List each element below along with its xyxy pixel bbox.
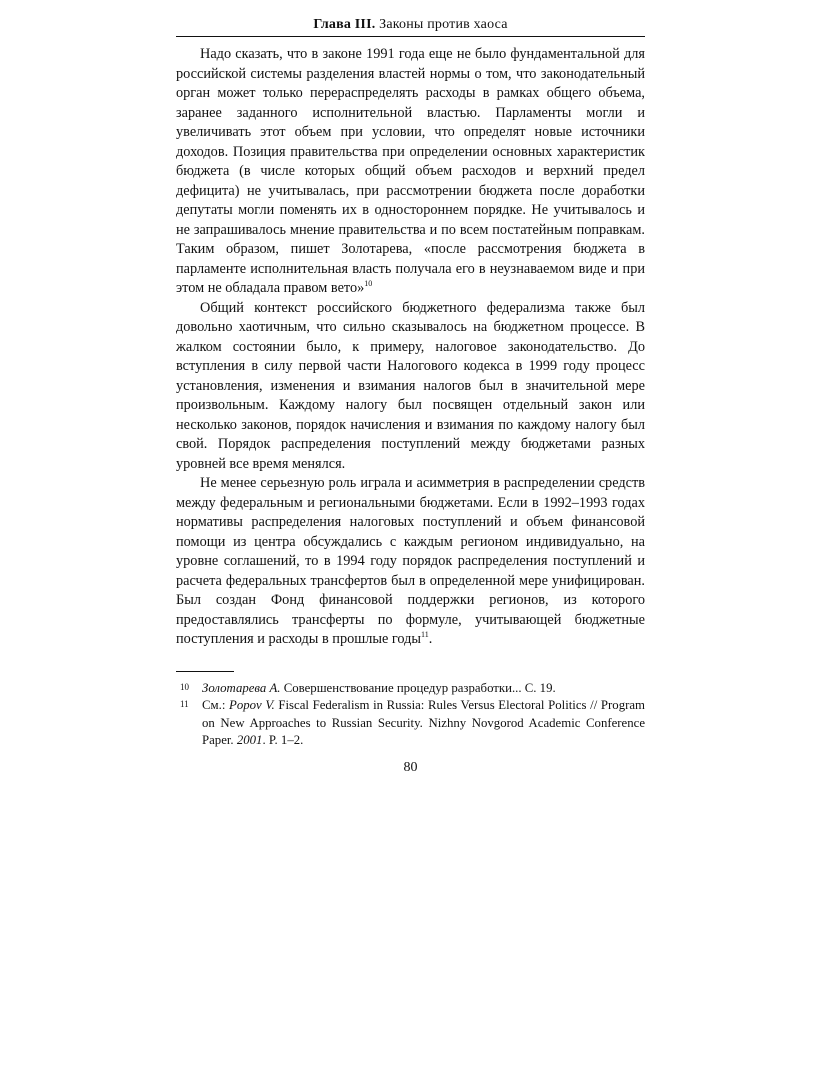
footnote-10 (176, 680, 645, 698)
footnote-ref-11[interactable]: 11 (421, 630, 429, 640)
chapter-number: Глава III. (313, 17, 376, 32)
footnotes (176, 680, 645, 750)
footnote-tail: . P. 1–2. (262, 733, 304, 747)
page-number: 80 (403, 759, 418, 775)
footnote-text: Совершенствование процедур разработки... С. 19. (280, 680, 556, 695)
paragraph-text: Общий контекст российского бюджетного федерализма также был довольно хаотичным, что сильно сказывалось на бюджетном процессе. В жалком состоянии было, к примеру, налоговое законодательство. До вступления в силу первой части Налогового кодекса в 1999 году процесс установления, изменения и взимания налогов был в значительной мере произвольным. Каждому налогу был посвящен отдельный закон или несколько законов, порядок начисления и взимания по каждому налогу был свой. Порядок распределения поступлений между бюджетами разных уровней все время менялся. (176, 299, 645, 472)
book-page (176, 16, 645, 776)
paragraph-text: Надо сказать, что в законе 1991 года еще не было фундаментальной для российской системы разделения властей нормы о том, что законодательный орган может только перераспределять расходы в рамках общего объема, заранее заданного исполнительной властью. Парламенты могли и увеличивать этот объем при условии, что определят новые источники доходов. Позиция правительства при определении основных характеристик бюджета (в числе которых общий объем расходов и верхний предел дефицита) не учитывалась, при рассмотрении бюджета после доработки депутаты могли поменять их в одностороннем порядке. Не учитывалось и не запрашивалось мнение правительства и по всем постатейным поправкам. Таким образом, пишет Золотарева, «после рассмотрения бюджета в парламенте исполнительная власть получала его в неузнаваемом виде и при этом не обладала правом вето» (176, 46, 645, 296)
footnote-year: 2001 (236, 733, 263, 747)
paragraph-end: . (428, 631, 433, 647)
footnote-author: Золотарева А. (202, 680, 281, 695)
footnote-11 (176, 697, 645, 750)
running-header (176, 16, 645, 37)
footnote-ref-10[interactable]: 10 (364, 279, 373, 289)
paragraph-2 (176, 299, 645, 475)
paragraph-text: Не менее серьезную роль играла и асимметрия в распределении средств между федеральным и региональными бюджетами. Если в 1992–1993 годах нормативы распределения налоговых поступлений и объем финансовой помощи из центра обсуждались с каждым регионом индивидуально, на уровне соглашений, то в 1994 году порядок распределения поступлений и расчета федеральных трансфертов был в определенной мере унифицирован. Был создан Фонд финансовой поддержки регионов, из которого предоставлялись трансферты по формуле, учитывающей бюджетные поступления и расходы в прошлые годы (176, 475, 645, 647)
paragraph-3 (176, 474, 645, 650)
footnote-author: Popov V. (229, 698, 275, 712)
footnote-number: 11 (180, 699, 189, 709)
footnote-text: Fiscal Federalism in Russia: Rules Versus Electoral Politics // Program on New Approaches to Russian Security. Nizhny Novgorod Academic Conference Paper. (202, 698, 645, 747)
footnote-number: 10 (180, 681, 189, 692)
main-text (176, 45, 645, 650)
footnote-divider (176, 671, 234, 672)
chapter-title: Законы против хаоса (379, 17, 508, 32)
footnote-prefix: См.: (202, 698, 230, 712)
paragraph-1 (176, 45, 645, 299)
